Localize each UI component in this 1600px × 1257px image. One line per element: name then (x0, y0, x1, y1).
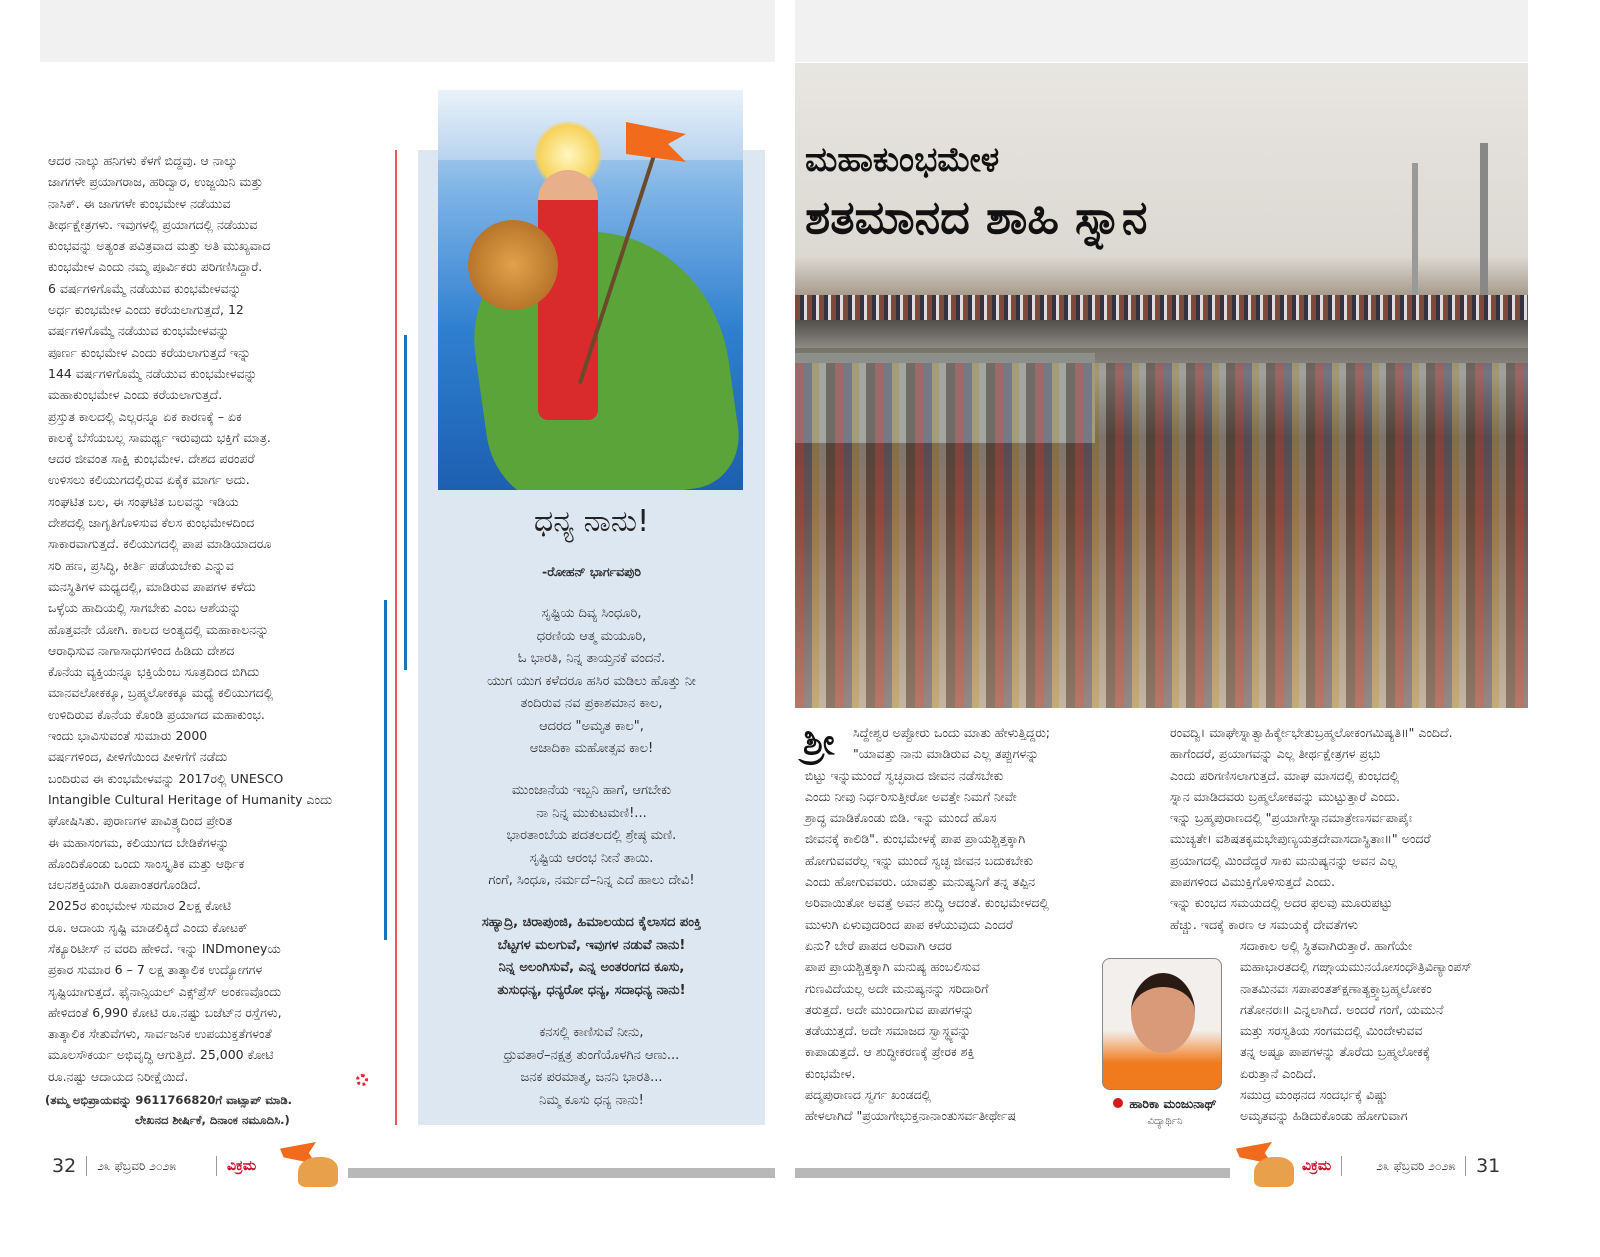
text-line: ಬಿಟ್ಟು ಇನ್ನುಮುಂದೆ ಸ್ವಚ್ಛವಾದ ಜೀವನ ನಡೆಸಬೇಕು (805, 767, 1004, 783)
text-line: ಮಹಾಕುಂಭಮೇಳ ಎಂದು ಕರೆಯಲಾಗುತ್ತದೆ. (48, 387, 223, 403)
lion-figure (468, 220, 558, 310)
text-line: ಕಾಪಾಡುತ್ತದೆ. ಆ ಶುದ್ಧೀಕರಣಕ್ಕೆ ಪ್ರೇರಕ ಶಕ್ತಿ (805, 1044, 975, 1060)
poem-stanza (418, 780, 765, 893)
text-line: ಸದಾಕಾಲ ಅಲ್ಲಿ ಸ್ಥಿತವಾಗಿರುತ್ತಾರೆ. ಹಾಗೆಯೇ (1240, 937, 1413, 953)
footer-bar-right (795, 1168, 1230, 1178)
text-line: ಪೂರ್ಣ ಕುಂಭಮೇಳ ಎಂದು ಕರೆಯಲಾಗುತ್ತದೆ ಇನ್ನು (48, 344, 251, 360)
text-line: ತಾತ್ಕಾಲಿಕ ಸೇತುವೆಗಳು, ಸಾರ್ವಜನಿಕ ಉಪಯುಕ್ತತೆಗಳಂತೆ (48, 1026, 272, 1042)
poem-line: ಓ ಭಾರತಿ, ನಿನ್ನ ತಾಯ್ತನಕೆ ವಂದನೆ. (517, 651, 666, 666)
text-line: ಪ್ರಸ್ತುತ ಕಾಲದಲ್ಲಿ ಎಲ್ಲರನ್ನೂ ಏಕ ಕಾರಣಕ್ಕೆ – ಏಕ (48, 408, 242, 424)
page-number: 32 (52, 1155, 77, 1177)
text-line: ವರ್ಷಗಳಿಂದ, ಪೀಳಿಗೆಯಿಂದ ಪೀಳಿಗೆಗೆ ನಡೆದು (48, 749, 228, 765)
text-line: ಸಾಕಾರವಾಗುತ್ತದೆ. ಕಲಿಯುಗದಲ್ಲಿ ಪಾಪ ಮಾಡಿಯಾದರೂ (48, 536, 272, 552)
left-footer (52, 1155, 256, 1177)
end-mark-icon (356, 1074, 368, 1086)
footer-bar-left (348, 1168, 775, 1178)
text-line: ಮತ್ತು ಸರಸ್ವತಿಯ ಸಂಗಮದಲ್ಲಿ ಮಿಂದೇಳುವವ (1240, 1023, 1423, 1039)
poem-line: ಜನಕ ಪರಮಾತ್ಮ, ಜನನಿ ಭಾರತಿ... (520, 1070, 663, 1085)
vikrama-logo-icon (280, 1142, 340, 1192)
right-footer (1302, 1155, 1500, 1177)
text-line: ಘೋಷಿಸಿತು. ಪುರಾಣಗಳ ಪಾವಿತ್ರ್ಯದಿಂದ ಪ್ರೇರಿತ (48, 813, 233, 829)
poem-line: ಭಾರತಾಂಬೆಯ ಪದತಲದಲ್ಲಿ ಶ್ರೇಷ್ಠ ಮಣಿ. (506, 828, 677, 843)
poem-line: ಯುಗ ಯುಗ ಕಳೆದರೂ ಹಸಿರ ಮಡಿಲು ಹೊತ್ತು ನೀ (487, 673, 696, 689)
vikrama-logo-icon (1236, 1142, 1296, 1192)
text-line: ಕುಂಭವನ್ನು ಅತ್ಯಂತ ಪವಿತ್ರವಾದ ಮತ್ತು ಅತಿ ಮುಖ್ಯವಾದ (48, 238, 271, 254)
text-line: ಸಮುದ್ರ ಮಂಥನದ ಸಂದರ್ಭಕ್ಕೆ ವಿಷ್ಣು (1240, 1087, 1389, 1103)
text-line: ಸರಿ ಹಣ, ಪ್ರಸಿದ್ಧಿ, ಕೀರ್ತಿ ಪಡೆಯಬೇಕು ಎನ್ನುವ (48, 557, 234, 573)
feedback-note-line1: (ತಮ್ಮ ಅಭಿಪ್ರಾಯವನ್ನು 9611766820ಗೆ ವಾಟ್ಸಾಪ್ ಮಾಡಿ. (45, 1093, 292, 1107)
text-line: ವರ್ಷಗಳಿಗೊಮ್ಮೆ ನಡೆಯುವ ಕುಂಭಮೇಳವನ್ನು (48, 323, 230, 339)
text-line: Intangible Cultural Heritage of Humanity ಎಂದು (48, 791, 333, 807)
text-line: ಇನ್ನು ಕುಂಭದ ಸಮಯದಲ್ಲಿ ಅದರ ಫಲವು ಮೂರುಪಟ್ಟು (1170, 895, 1393, 911)
text-line: ಜೀವನಕ್ಕೆ ಕಾಲಿಡಿ". ಕುಂಭಮೇಳಕ್ಕೆ ಪಾಪ ಪ್ರಾಯಶ್ಚಿತ್ತಕ್ಕಾಗಿ (805, 831, 1026, 847)
issue-date: ೨೩ ಫೆಬ್ರವರಿ ೨೦೨೫ (1376, 1158, 1456, 1173)
drop-cap: ಶ್ರೀ (803, 722, 835, 763)
divider-blue-1 (404, 335, 407, 670)
brand-name: ವಿಕ್ರಮ (1302, 1158, 1332, 1174)
text-line: ನಾತಮಿನವಃ ಸಪಾಪಂತತ್ಕ್ಷಣಾತ್ಯಕ್ತ್ವಾಬ್ರಹ್ಮಲೋಕಂ (1240, 980, 1432, 996)
text-line: ಇನ್ನು ಬ್ರಹ್ಮಪುರಾಣದಲ್ಲಿ "ಪ್ರಯಾಗೇಸ್ನಾನಮಾತ್ರೇಣಸರ್ವಪಾಪೈಃ (1170, 810, 1413, 826)
poem-line: ಮುಂಜಾನೆಯ ಇಬ್ಬನಿ ಹಾಗೆ, ಆಗಬೇಕು (511, 783, 672, 798)
poem-line: ತಂದಿರುವ ನವ ಪ್ರಕಾಶಮಾನ ಕಾಲ, (520, 696, 663, 711)
text-line: ಕುಂಭಮೇಳ ಎಂದು ನಮ್ಮ ಪೂರ್ವಿಕರು ಪರಿಗಣಿಸಿದ್ದಾರೆ. (48, 259, 263, 275)
poem-stanza (418, 603, 765, 761)
poem-line: ಗಂಗೆ, ಸಿಂಧೂ, ನರ್ಮದೆ–ನಿನ್ನ ಎದೆ ಹಾಲು ದೇವಿ! (488, 873, 695, 888)
text-line: ಬಂದಿರುವ ಈ ಕುಂಭಮೇಳವನ್ನು 2017ರಲ್ಲಿ UNESCO (48, 770, 284, 786)
text-line: ತನ್ನ ಅಷ್ಟೂ ಪಾಪಗಳನ್ನು ತೊರೆದು ಬ್ರಹ್ಮಲೋಕಕ್ಕೆ (1240, 1044, 1431, 1060)
text-line: ಗತೋನರಃ॥ ಎನ್ನಲಾಗಿದೆ. ಅಂದರೆ ಗಂಗೆ, ಯಮುನೆ (1240, 1001, 1444, 1017)
author-name: ಹಾರಿಕಾ ಮಂಜುನಾಥ್ (1129, 1096, 1217, 1111)
text-line: ತರುತ್ತದೆ. ಅದೇ ಮುಂದಾಗುವ ಪಾಪಗಳನ್ನು (805, 1001, 975, 1017)
text-line: ಹೋಗುವವರೆಲ್ಲ ಇನ್ನು ಮುಂದೆ ಸ್ವಚ್ಛ ಜೀವನ ಬದುಕಬೇಕು (805, 852, 1034, 868)
text-line: ಹೊಂದಿಕೊಂಡು ಒಂದು ಸಾಂಸ್ಕೃತಿಕ ಮತ್ತು ಆರ್ಥಿಕ (48, 855, 245, 871)
text-line: ಮುಚ್ಯತೇ। ವಶಿಷತಕೃಮಭೇಪುಣ್ಯಯತ್ರದೇವಾಸದಾಸ್ಥಿತಾಃ॥" ಅಂದರೆ (1170, 831, 1431, 847)
text-line: ಪ್ರಯಾಗದಲ್ಲಿ ಮಿಂದೆದ್ದರೆ ಸಾಕು ಮನುಷ್ಯನನ್ನು ಅವನ ಎಲ್ಲ (1170, 852, 1397, 868)
text-line: ತೀರ್ಥಕ್ಷೇತ್ರಗಳು. ಇವುಗಳಲ್ಲಿ ಪ್ರಯಾಗದಲ್ಲಿ ನಡೆಯುವ (48, 216, 258, 232)
bullet-icon (1113, 1098, 1123, 1108)
divider-blue-2 (384, 600, 387, 940)
author-byline (1080, 1096, 1250, 1112)
divider-red (395, 150, 397, 1125)
poem-line: ಸೃಷ್ಟಿಯ ದಿವ್ಯ ಸಿಂಧೂರಿ, (541, 606, 642, 621)
poem-stanza (418, 1022, 765, 1112)
text-line: ಕಾಲಕ್ಕೆ ಬೆಸೆಯಬಲ್ಲ ಸಾಮರ್ಥ್ಯ ಇರುವುದು ಭಕ್ತಿಗೆ ಮಾತ್ರ. (48, 429, 271, 445)
poem-author: -ರೋಹನ್ ಭಾರ್ಗವಪುರಿ (542, 564, 641, 579)
text-line: ರೂ.ನಷ್ಟು ಆದಾಯದ ನಿರೀಕ್ಷೆಯಿದೆ. (48, 1068, 189, 1084)
text-line: ಸ್ನಾನ ಮಾಡಿದವರು ಬ್ರಹ್ಮಲೋಕವನ್ನು ಮುಟ್ಟುತ್ತಾರೆ ಎಂದು. (1170, 788, 1400, 804)
poem-line: ಸಹ್ಯಾದ್ರಿ, ಚಿರಾಪುಂಜಿ, ಹಿಮಾಲಯದ ಕೈಲಾಸದ ಪಂಕ್ತಿ (481, 915, 702, 930)
text-line: ಅಮೃತವನ್ನು ಹಿಡಿದುಕೊಂಡು ಹೋಗುವಾಗ (1240, 1108, 1408, 1124)
brand-name: ವಿಕ್ರಮ (227, 1158, 257, 1174)
text-line: ಉಳಿಸಲು ಕಲಿಯುಗದಲ್ಲಿರುವ ಏಕೈಕ ಮಾರ್ಗ ಅದು. (48, 472, 250, 488)
poem-line: ನಿಮ್ಮ ಕೂಸು ಧನ್ಯ ನಾನು! (539, 1092, 644, 1108)
text-line: 6 ವರ್ಷಗಳಿಗೊಮ್ಮೆ ನಡೆಯುವ ಕುಂಭಮೇಳವನ್ನು (48, 280, 242, 296)
text-line: ಮುಳುಗಿ ಏಳುವುದರಿಂದ ಪಾಪ ಕಳೆಯುವುದು ಎಂದರೆ (805, 916, 1013, 932)
text-line: ಪಾಪ ಪ್ರಾಯಶ್ಚಿತ್ತಕ್ಕಾಗಿ ಮನುಷ್ಯ ಹಂಬಲಿಸುವ (805, 959, 980, 975)
author-role: ವಿದ್ಯಾರ್ಥಿನಿ (1147, 1116, 1183, 1127)
text-line: ಮನಸ್ಥಿತಿಗಳ ಮಧ್ಯದಲ್ಲಿ, ಮಾಡಿರುವ ಪಾಪಗಳ ಕಳೆದು (48, 578, 256, 594)
poem-line: ಸೃಷ್ಟಿಯ ಆರಂಭ ನೀನೆ ತಾಯಿ. (529, 850, 654, 866)
text-line: ಎಂದು ಹೋಗುವವರು. ಯಾವತ್ತು ಮನುಷ್ಯನಿಗೆ ತನ್ನ ತಪ್ಪಿನ (805, 874, 1036, 890)
text-line: ಅರಿವಾಯಿತೋ ಅವತ್ತೆ ಅವನ ಶುದ್ಧಿ ಆದಂತೆ. ಕುಂಭಮೇಳದಲ್ಲಿ (805, 895, 1049, 911)
poem-line: ತುಸುಧನ್ಯ, ಧನ್ಯರೋ ಧನ್ಯ, ಸದಾಧನ್ಯ ನಾನು! (497, 982, 686, 998)
text-line: ಒಳ್ಳೆಯ ಹಾದಿಯಲ್ಲಿ ಸಾಗಬೇಕು ಎಂಬ ಆಶೆಯನ್ನು (48, 600, 242, 616)
poem-line: ಕನಸಲ್ಲಿ ಕಾಣಿಸುವೆ ನೀನು, (539, 1025, 644, 1040)
text-line: ಏರುತ್ತಾನೆ ಎಂದಿದೆ. (1240, 1065, 1317, 1081)
text-line: ಆದರ ನಾಲ್ಕು ಹನಿಗಳು ಕೆಳಗೆ ಬಿದ್ದವು. ಆ ನಾಲ್ಕು (48, 153, 238, 168)
text-line: ಸಂಘಟಿತ ಬಲ, ಈ ಸಂಘಟಿತ ಬಲವನ್ನು ಇಡಿಯ (48, 493, 239, 509)
text-line: ಮೂಲಸೌಕರ್ಯ ಅಭಿವೃದ್ಧಿ ಆಗುತ್ತಿದೆ. 25,000 ಕೋಟಿ (48, 1047, 274, 1063)
issue-date: ೨೩ ಫೆಬ್ರವರಿ ೨೦೨೫ (97, 1158, 177, 1173)
feedback-note-line2: ಲೇಖನದ ಶೀರ್ಷಿಕೆ, ದಿನಾಂಕ ನಮೂದಿಸಿ.) (135, 1113, 290, 1127)
text-line: ಪ್ರಕಾರ ಸುಮಾರ 6 – 7 ಲಕ್ಷ ತಾತ್ಕಾಲಿಕ ಉದ್ಯೋಗಗಳ (48, 962, 263, 978)
text-line: ಮಹಾಭಾರತದಲ್ಲಿ ಗಙ್ಗಾಯಮುನಯೋಸಂಧೌತ್ರಿವಿಣ್ಯಾಂಪಸ್ (1240, 959, 1472, 975)
text-line: "ಯಾವತ್ತು ನಾನು ಮಾಡಿರುವ ಎಲ್ಲ ತಪ್ಪುಗಳನ್ನು (853, 746, 1039, 762)
text-line: ಪದ್ಮಪುರಾಣದ ಸ್ವರ್ಗ ಖಂಡದಲ್ಲಿ (805, 1087, 932, 1103)
text-line: ಸಿದ್ದೇಶ್ವರ ಅಪ್ಪೋರು ಒಂದು ಮಾತು ಹೇಳುತ್ತಿದ್ದರು; (853, 725, 1051, 740)
poem-line: ಬೆಟ್ಟಗಳ ಮಲಗುವೆ, ಇವುಗಳ ನಡುವೆ ನಾನು! (497, 937, 686, 953)
page-number: 31 (1476, 1155, 1501, 1177)
text-line: ಏನು? ಬೇರೆ ಪಾಪದ ಅರಿವಾಗಿ ಆದರ (805, 937, 952, 953)
text-line: 144 ವರ್ಷಗಳಿಗೊಮ್ಮೆ ನಡೆಯುವ ಕುಂಭಮೇಳವನ್ನು (48, 365, 258, 381)
text-line: ಎಂದು ಪರಿಗಣಿಸಲಾಗುತ್ತದೆ. ಮಾಘ ಮಾಸದಲ್ಲಿ ಕುಂಭದಲ್ಲಿ (1170, 767, 1400, 783)
article-kicker: ಮಹಾಕುಂಭಮೇಳ (805, 140, 1000, 180)
text-line: ಕುಂಭಮೇಳ. (805, 1065, 856, 1081)
text-line: ಪಾಪಗಳಿಂದ ವಿಮುಕ್ತಿಗೊಳಿಸುತ್ತದೆ ಎಂದು. (1170, 874, 1335, 890)
poem-line: ಆದರದ "ಅಮೃತ ಕಾಲ", (539, 718, 644, 734)
bharat-mata-illustration (438, 90, 743, 490)
poem-line: ಆಜಾದಿಕಾ ಮಹೋತ್ಸವ ಕಾಲ! (529, 741, 654, 756)
left-article-column (48, 150, 378, 1087)
poem-stanza (418, 912, 765, 1002)
text-line: ಜಾಗಗಳೇ ಪ್ರಯಾಗರಾಜ, ಹರಿದ್ವಾರ, ಉಜ್ಜಯಿನಿ ಮತ್ತು (48, 174, 263, 190)
text-line: ಹೇಳಿದಂತೆ 6,990 ಕೋಟಿ ರೂ.ನಷ್ಟು ಬಜೆಟ್‌ನ ರಸ್ತೆಗಳು, (48, 1004, 282, 1020)
text-line: ಹೇಳಲಾಗಿದೆ "ಪ್ರಯಾಗೇಭುಕ್ತನಾನಾಂತುಸರ್ವತೀರ್ಥೇಷ (805, 1108, 1016, 1124)
feedback-note (45, 1090, 292, 1130)
text-line: ಇಂದು ಭಾವಿಸುವಂತೆ ಸುಮಾರು 2000 (48, 728, 208, 744)
text-line: ದೇಶದಲ್ಲಿ ಜಾಗೃತಿಗೊಳಿಸುವ ಕೆಲಸ ಕುಂಭಮೇಳದಿಂದ (48, 515, 255, 531)
author-photo (1102, 958, 1222, 1090)
page-top-margin-left (40, 0, 775, 62)
text-line: ನಾಸಿಕ್. ಈ ಜಾಗಗಳೇ ಕುಂಭಮೇಳ ನಡೆಯುವ (48, 195, 231, 211)
poem-line: ಧ್ರುವತಾರೆ–ನಕ್ಷತ್ರ ತುಂಗೆಯೊಳಗಿನ ಆಣು... (503, 1047, 680, 1063)
poem-title: ಧನ್ಯ ನಾನು! (533, 504, 650, 539)
page-top-margin-right (795, 0, 1528, 62)
right-article-column-1 (805, 722, 1150, 1127)
text-line: ಶ್ರಾದ್ಧ ಮಾಡಿಕೊಂಡು ಬಿಡಿ. ಇನ್ನು ಮುಂದೆ ಹೊಸ (805, 810, 997, 826)
text-line: ಉಳಿದಿರುವ ಕೊನೆಯ ಕೊಂಡಿ ಪ್ರಯಾಗದ ಮಹಾಕುಂಭ. (48, 706, 265, 722)
text-line: ಅರ್ಧ ಕುಂಭಮೇಳ ಎಂದು ಕರೆಯಲಾಗುತ್ತದೆ, 12 (48, 302, 244, 318)
text-line: ಆದರ ಜೀವಂತ ಸಾಕ್ಷಿ ಕುಂಭಮೇಳ. ದೇಶದ ಪರಂಪರೆ (48, 451, 255, 467)
text-line: ಹಾಗೆಂದರೆ, ಪ್ರಯಾಗವನ್ನು ಎಲ್ಲ ತೀರ್ಥಕ್ಷೇತ್ರಗಳ ಪ್ರಭು (1170, 746, 1381, 762)
poem-line: ನಿನ್ನ ಅಲಂಗಿಸುವೆ, ಎನ್ನ ಅಂತರಂಗದ ಕೂಸು, (498, 960, 685, 975)
text-line: ಗುಣವಿದೆಯಲ್ಲ ಅದೇ ಮನುಷ್ಯನನ್ನು ಸರಿದಾರಿಗೆ (805, 980, 989, 996)
text-line: ಮಾನವಲೋಕಕ್ಕೂ, ಬ್ರಹ್ಮಲೋಕಕ್ಕೂ ಮಧ್ಯೆ ಕಲಿಯುಗದಲ್ಲಿ (48, 685, 274, 701)
text-line: ಆರಾಧಿಸುವ ನಾಗಾಸಾಧುಗಳಿಂದ ಹಿಡಿದು ದೇಶದ (48, 642, 235, 658)
text-line: ಸೃಷ್ಟಿಯಾಗುತ್ತದೆ. ಫೈನಾನ್ಸಿಯಲ್ ಎಕ್ಸ್‌ಪ್ರೆಸ್ ಅಂಕಣವೊಂದು (48, 983, 282, 999)
text-line: ಎಂದು ನೀವು ನಿರ್ಧರಿಸುತ್ತೀರೋ ಅವತ್ತೇ ನಿಮಗೆ ನೀವೇ (805, 788, 1017, 804)
text-line: ಈ ಮಹಾಸಂಗಮ, ಕಲಿಯುಗದ ಬೇಡಿಕೆಗಳನ್ನು (48, 834, 230, 850)
poem-line: ಧರಣಿಯ ಆತ್ಮ ಮಯೂರಿ, (536, 628, 647, 644)
poem-line: ನಾ ನಿನ್ನ ಮುಕುಟಮಣಿ!... (536, 805, 647, 821)
text-line: ಹೆಚ್ಚು. ಇದಕ್ಕೆ ಕಾರಣ ಆ ಸಮಯಕ್ಕೆ ದೇವತೆಗಳು (1170, 916, 1359, 932)
text-line: ಸೆಕ್ಯೂರಿಟೀಸ್ ನ ವರದಿ ಹೇಳಿದೆ. ಇನ್ನು INDmoneyಯ (48, 940, 281, 956)
text-line: ಕೊನೆಯ ವ್ಯಕ್ತಿಯನ್ನೂ ಭಕ್ತಿಯೆಂಬ ಸೂತ್ರದಿಂದ ಬಿಗಿದು (48, 664, 260, 680)
text-line: ಹೊತ್ತವನೇ ಯೋಗಿ. ಕಾಲದ ಅಂತ್ಯದಲ್ಲಿ ಮಹಾಕಾಲನನ್ನು (48, 621, 269, 637)
text-line: 2025ರ ಕುಂಭಮೇಳ ಸುಮಾರ 2ಲಕ್ಷ ಕೋಟಿ (48, 898, 231, 914)
text-line: ರಂವದ್ವಿ। ಮಾಘೇಸ್ನಾತ್ವಾಹಿರ್ಕ್ಮೇಭೇತುಬ್ರಹ್ಮಲೋಕಂಗಮಿಷ್ಯತಿ॥" ಎಂದಿದೆ. (1170, 725, 1453, 740)
text-line: ತಡೆಯುತ್ತದೆ. ಅದೇ ಸಮಾಜದ ಸ್ವಾಸ್ಥ್ಯವನ್ನು (805, 1023, 971, 1039)
article-headline: ಶತಮಾನದ ಶಾಹಿ ಸ್ನಾನ (805, 190, 1148, 244)
text-line: ರೂ. ಆದಾಯ ಸೃಷ್ಟಿ ಮಾಡಲಿಕ್ಕಿದೆ ಎಂದು ಕೋಟಕ್ (48, 919, 248, 935)
text-line: ಚಲನಶಕ್ತಿಯಾಗಿ ರೂಪಾಂತರಗೊಂಡಿದೆ. (48, 877, 201, 893)
